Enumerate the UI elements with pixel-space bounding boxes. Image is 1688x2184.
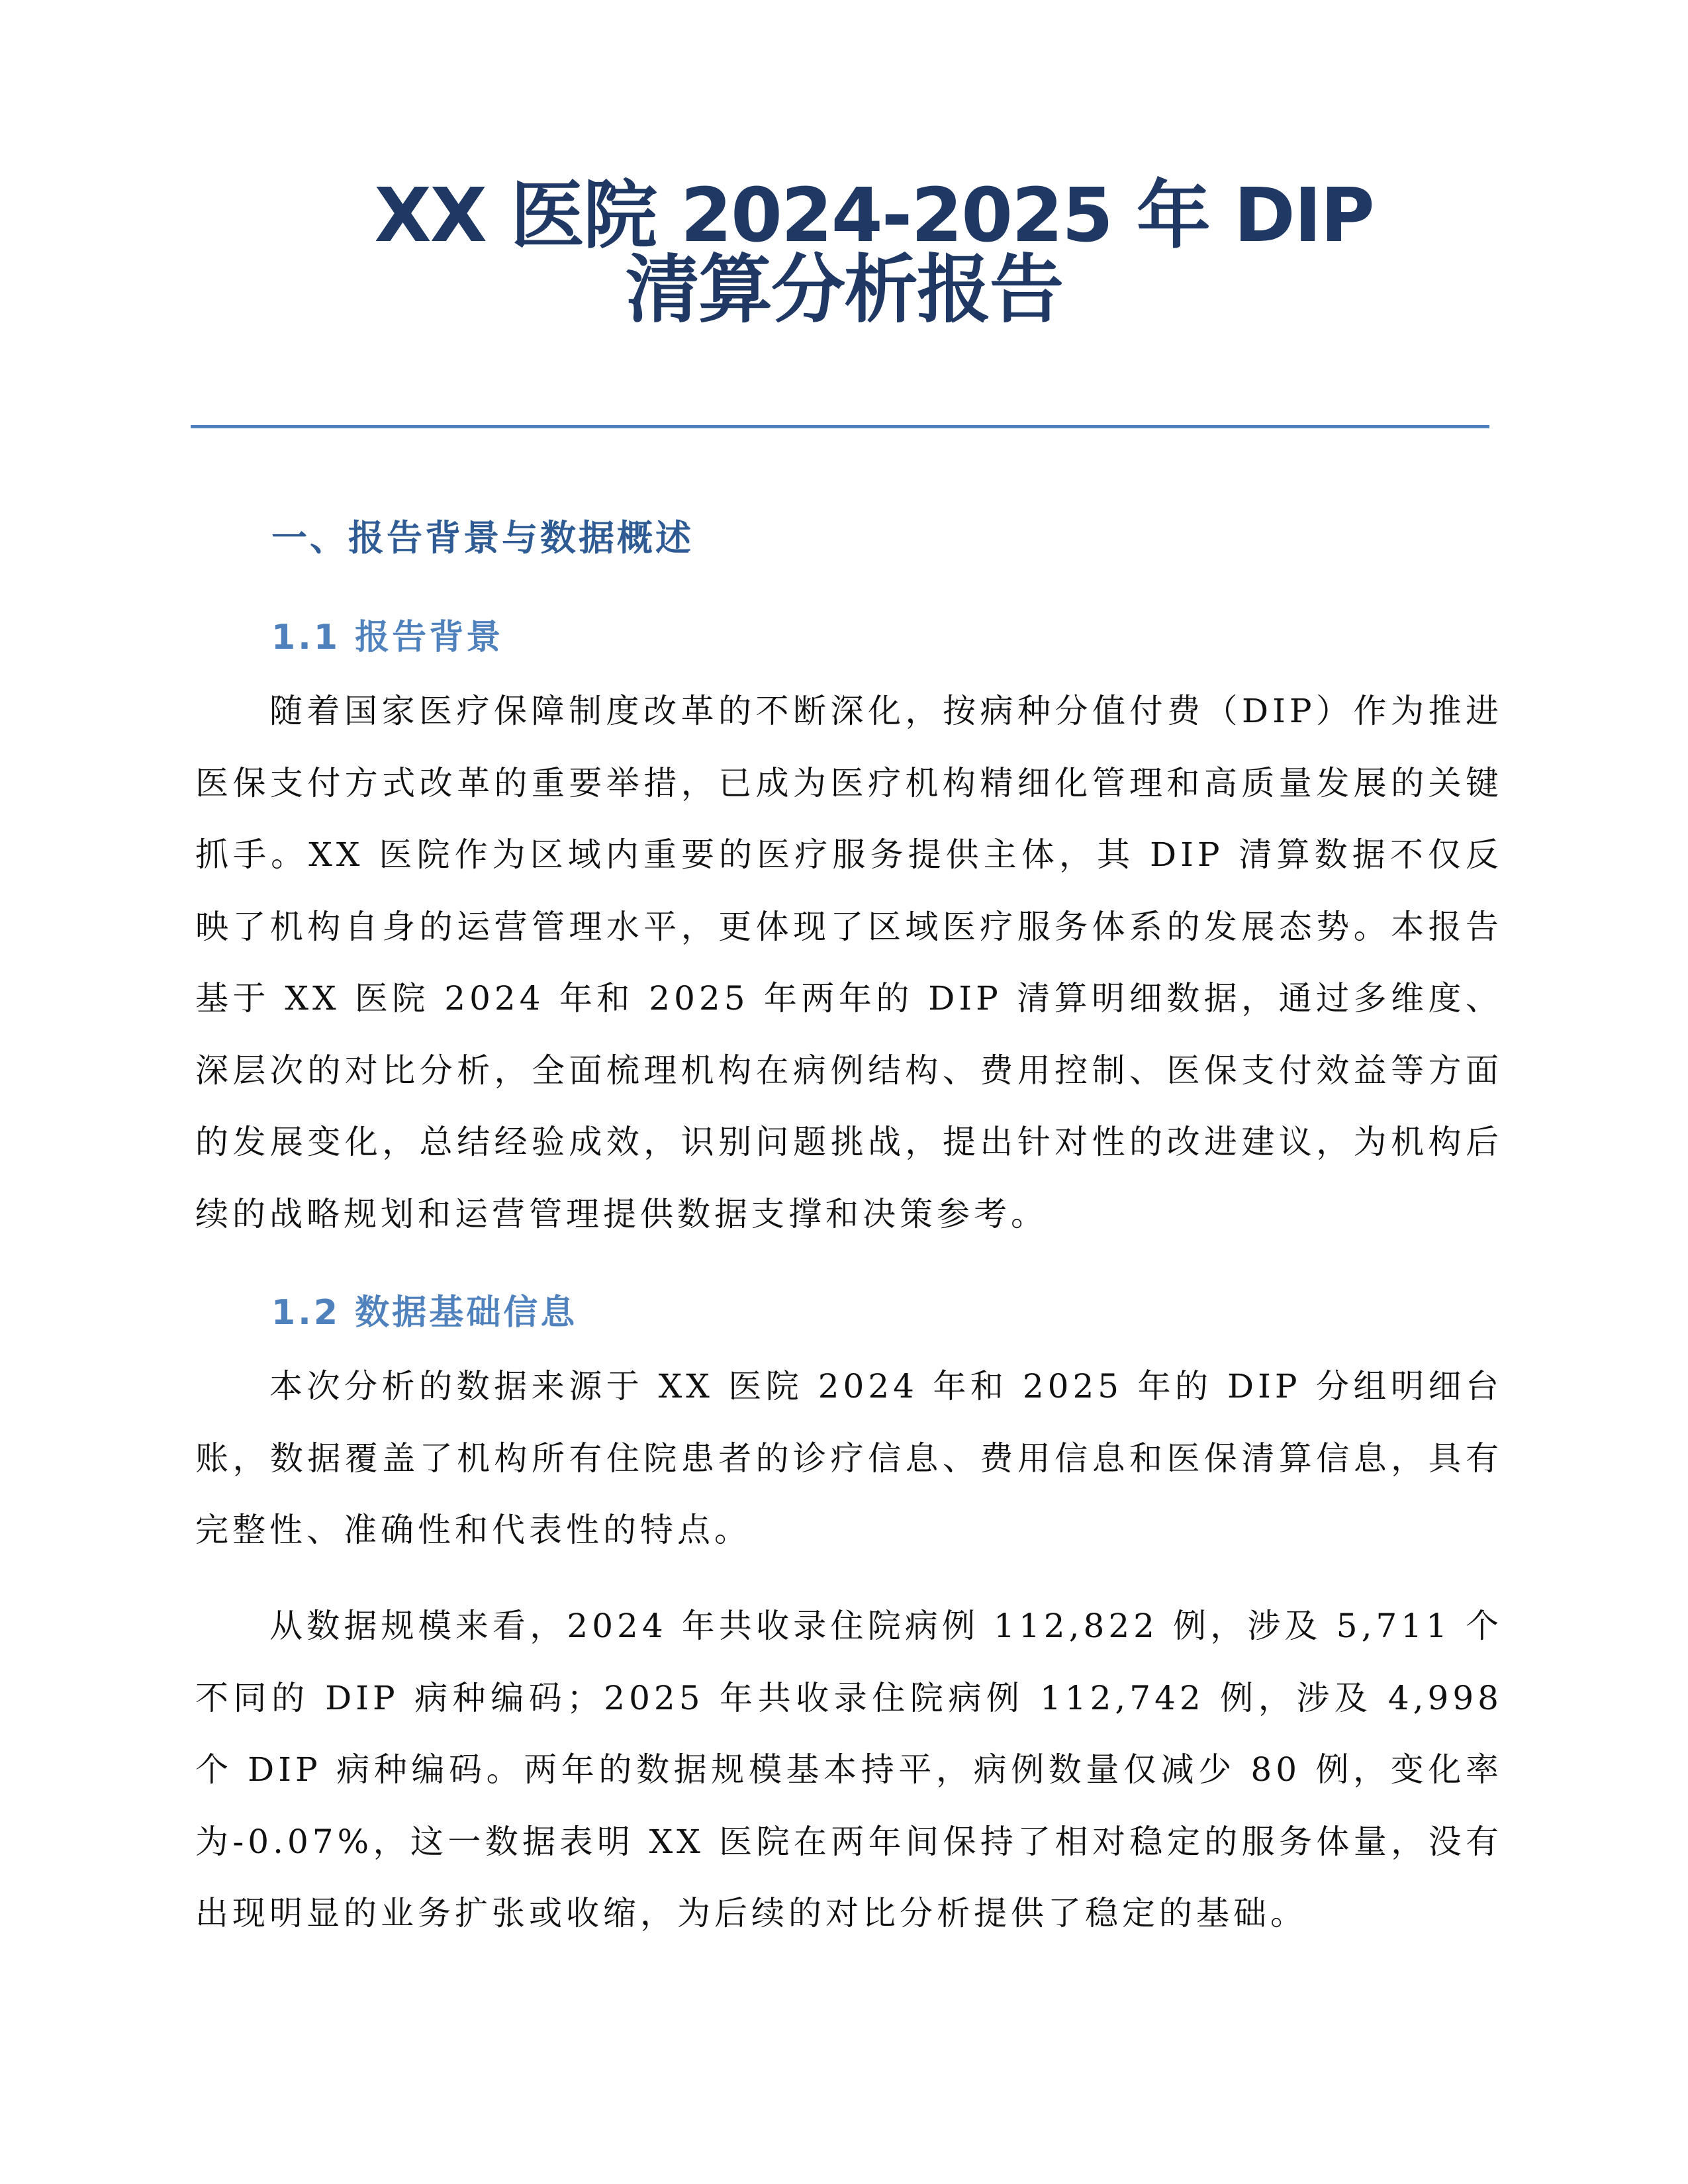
subsection-heading-1-1: 1.1 报告背景 xyxy=(271,618,504,657)
paragraph-data-source: 本次分析的数据来源于 XX 医院 2024 年和 2025 年的 DIP 分组明细台账，数据覆盖了机构所有住院患者的诊疗信息、费用信息和医保清算信息，具有完整性、准确性和代表性的特点。 xyxy=(195,1367,1503,1549)
subsection-heading-1-2: 1.2 数据基础信息 xyxy=(271,1293,578,1333)
document-title xyxy=(0,173,1688,333)
paragraph-data-scale: 从数据规模来看，2024 年共收录住院病例 112,822 例，涉及 5,711 个不同的 DIP 病种编码；2025 年共收录住院病例 112,742 例，涉及 4,998 个 DIP 病种编码。两年的数据规模基本持平，病例数量仅减少 80 例，变化率为-0.07%，这一数据表明 XX 医院在两年间保持了相对稳定的服务体量，没有出现明显的业务扩张或收缩，为后续的对比分析提供了稳定的基础。 xyxy=(195,1607,1503,1932)
section-heading-1: 一、报告背景与数据概述 xyxy=(271,517,694,559)
title-line-2: 清算分析报告 xyxy=(626,247,1062,333)
title-line-1: XX 医院 2024-2025 年 DIP xyxy=(374,173,1374,259)
paragraph-report-background: 随着国家医疗保障制度改革的不断深化，按病种分值付费（DIP）作为推进医保支付方式改革的重要举措，已成为医疗机构精细化管理和高质量发展的关键抓手。XX 医院作为区域内重要的医疗服务提供主体，其 DIP 清算数据不仅反映了机构自身的运营管理水平，更体现了区域医疗服务体系的发展态势。本报告基于 XX 医院 2024 年和 2025 年两年的 DIP 清算明细数据，通过多维度、深层次的对比分析，全面梳理机构在病例结构、费用控制、医保支付效益等方面的发展变化，总结经验成效，识别问题挑战，提出针对性的改进建议，为机构后续的战略规划和运营管理提供数据支撑和决策参考。 xyxy=(195,692,1503,1233)
title-divider xyxy=(191,425,1489,428)
